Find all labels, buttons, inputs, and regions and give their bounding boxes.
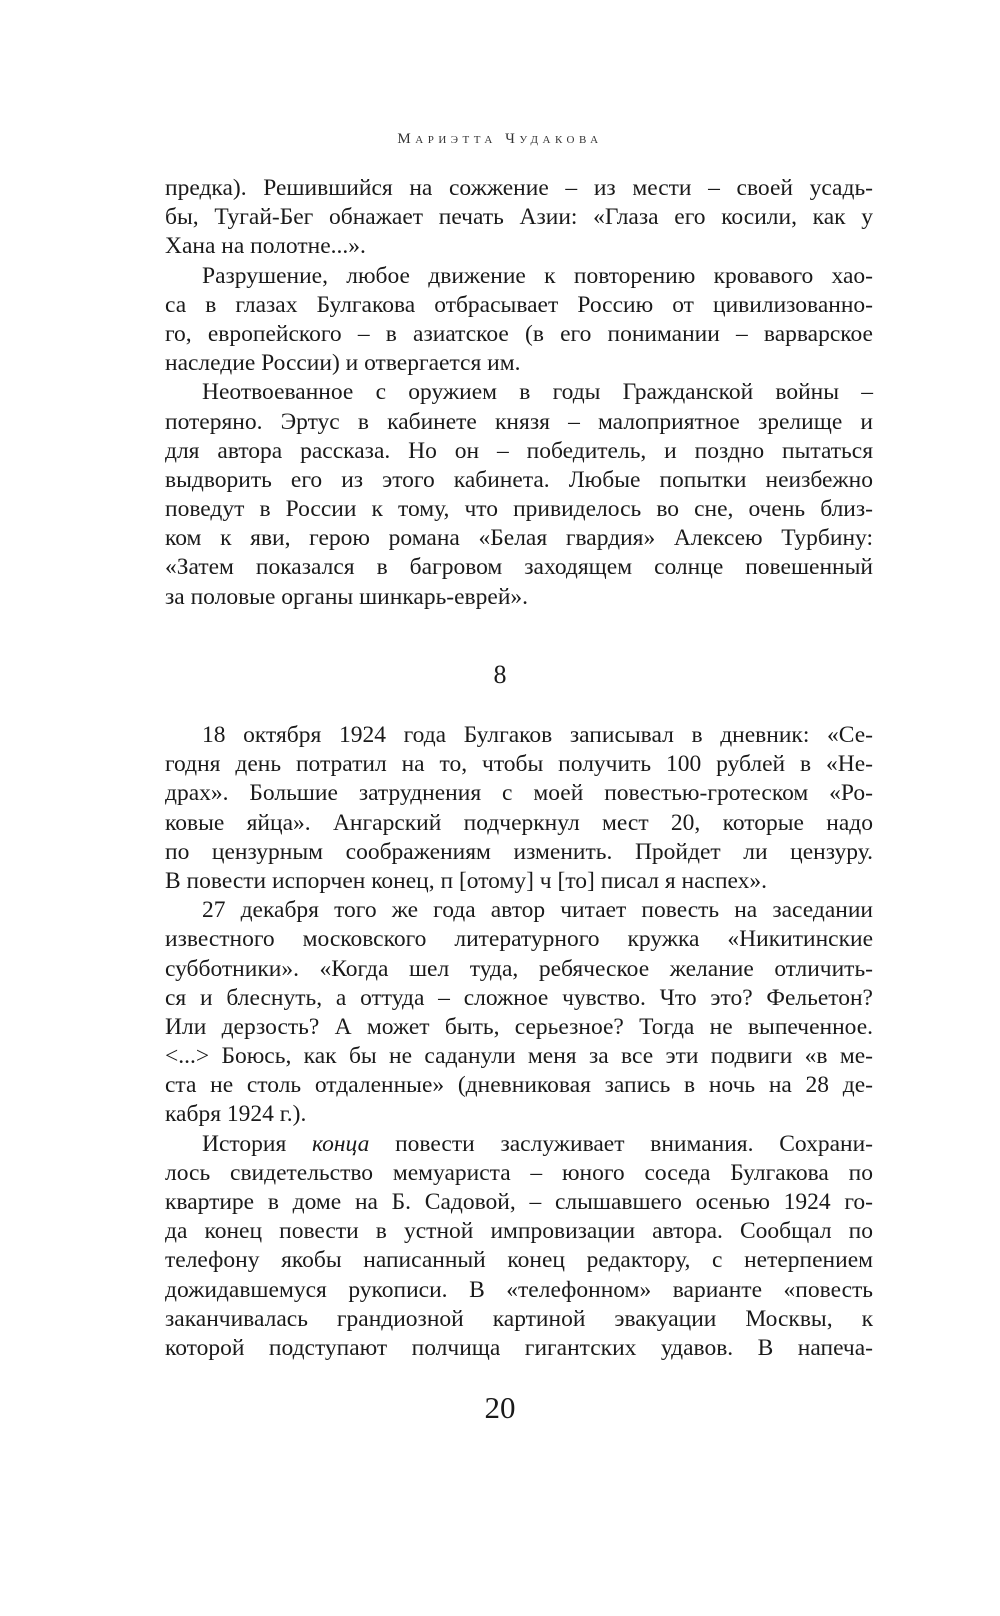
text-line (165, 925, 873, 954)
text-line (165, 1188, 873, 1217)
line-text: бы, Тугай-Бег обнажает печать Азии: «Глаза его косили, как у (165, 204, 873, 231)
line-text: телефону якобы написанный конец редактору, с нетерпением (165, 1247, 873, 1274)
text-line (165, 408, 873, 437)
line-text: выдворить его из этого кабинета. Любые попытки неизбежно (165, 466, 873, 493)
text-line (165, 291, 873, 320)
line-text: потеряно. Эртус в кабинете князя – малоприятное зрелище и (165, 408, 873, 435)
line-text: дожидавшемуся рукописи. В «телефонном» варианте «повесть (165, 1276, 873, 1303)
line-text: ковые яйца». Ангарский подчеркнул мест 20, которые надо (165, 809, 873, 836)
text-line (165, 1159, 873, 1188)
line-text: годня день потратил на то, чтобы получить 100 рублей в «Не- (165, 751, 873, 778)
line-text: лось свидетельство мемуариста – юного соседа Булгакова по (165, 1159, 873, 1186)
text-line (165, 1246, 873, 1275)
line-text: 18 октября 1924 года Булгаков записывал в дневник: «Се- (202, 722, 873, 748)
line-text: известного московского литературного кружка «Никитинские (165, 926, 873, 953)
text-line (165, 779, 873, 808)
line-text: <...> Боюсь, как бы не саданули меня за все эти подвиги «в ме- (165, 1043, 873, 1070)
text-line (165, 809, 873, 838)
text-line (165, 1130, 873, 1159)
text-line (165, 721, 873, 750)
text-line (165, 1013, 873, 1042)
line-text: Неотвоеванное с оружием в годы Гражданской войны – (202, 379, 873, 406)
text-line (165, 955, 873, 984)
text-line (165, 1042, 873, 1071)
text-line (165, 174, 873, 203)
line-text: да конец повести в устной импровизации автора. Сообщал по (165, 1218, 873, 1245)
line-text: поведут в России к тому, что привиделось во сне, очень близ- (165, 496, 873, 523)
line-text: Или дерзость? А может быть, серьезное? Тогда не выпеченное. (165, 1013, 873, 1040)
page-number: 20 (484, 1390, 516, 1425)
line-text: го, европейского – в азиатское (в его понимании – варварское (165, 320, 873, 347)
text-line (165, 466, 873, 495)
line-text: предка). Решившийся на сожжение – из мести – своей усадь- (165, 175, 873, 201)
line-text: за половые органы шинкарь-еврей». (165, 583, 529, 610)
italic-text: конца (312, 1130, 370, 1157)
line-text: Разрушение, любое движение к повторению кровавого хао- (202, 262, 873, 289)
line-text: заканчивалась грандиозной картиной эвакуации Москвы, к (165, 1305, 873, 1332)
text-line (165, 1217, 873, 1246)
text-line (165, 203, 873, 232)
line-text: са в глазах Булгакова отбрасывает Россию от цивилизованно- (165, 291, 873, 318)
line-text: ста не столь отдаленные» (дневниковая запись в ночь на 28 де- (165, 1072, 873, 1099)
text-line (165, 232, 873, 261)
text-line (165, 838, 873, 867)
line-text: по цензурным соображениям изменить. Пройдет ли цензуру. (165, 838, 873, 865)
line-text: повести заслуживает внимания. Сохрани- (369, 1130, 874, 1157)
text-line (165, 867, 873, 896)
text-line (165, 984, 873, 1013)
line-text: ком к яви, герою романа «Белая гвардия» Алексею Турбину: (165, 525, 873, 552)
line-text: субботники». «Когда шел туда, ребяческое желание отличить- (165, 955, 873, 982)
line-text: История (202, 1130, 313, 1157)
text-line (165, 1071, 873, 1100)
text-block-1 (165, 174, 873, 612)
text-line (165, 1305, 873, 1334)
line-text: 27 декабря того же года автор читает повесть на заседании (202, 897, 873, 924)
line-text: ся и блеснуть, а оттуда – сложное чувство. Что это? Фельетон? (165, 984, 873, 1011)
text-line (165, 378, 873, 407)
text-line (165, 583, 873, 612)
text-line (165, 437, 873, 466)
line-text: «Затем показался в багровом заходящем солнце повешенный (165, 554, 873, 581)
text-line (165, 896, 873, 925)
text-line (165, 524, 873, 553)
line-text: В повести испорчен конец, п [отому] ч [то] писал я наспех». (165, 867, 768, 894)
line-text: которой подступают полчища гигантских удавов. В напеча- (165, 1334, 873, 1361)
text-line (165, 349, 873, 378)
line-text: квартире в доме на Б. Садовой, – слышавшего осенью 1924 го- (165, 1189, 873, 1215)
running-head: Мариэтта Чудакова (397, 131, 603, 147)
text-line (165, 553, 873, 582)
text-line (165, 750, 873, 779)
text-line (165, 1100, 873, 1129)
line-text: наследие России) и отвергается им. (165, 350, 521, 377)
text-line (165, 495, 873, 524)
text-block-2 (165, 721, 873, 1363)
line-text: Хана на полотне...». (165, 233, 366, 260)
line-text: для автора рассказа. Но он – победитель, и поздно пытаться (165, 437, 873, 464)
text-line (165, 1276, 873, 1305)
line-text: драх». Большие затруднения с моей повестью-гротеском «Ро- (165, 780, 873, 807)
text-line (165, 1334, 873, 1363)
line-text: кабря 1924 г.). (165, 1101, 307, 1128)
text-line (165, 320, 873, 349)
section-number: 8 (493, 660, 507, 689)
text-line (165, 262, 873, 291)
